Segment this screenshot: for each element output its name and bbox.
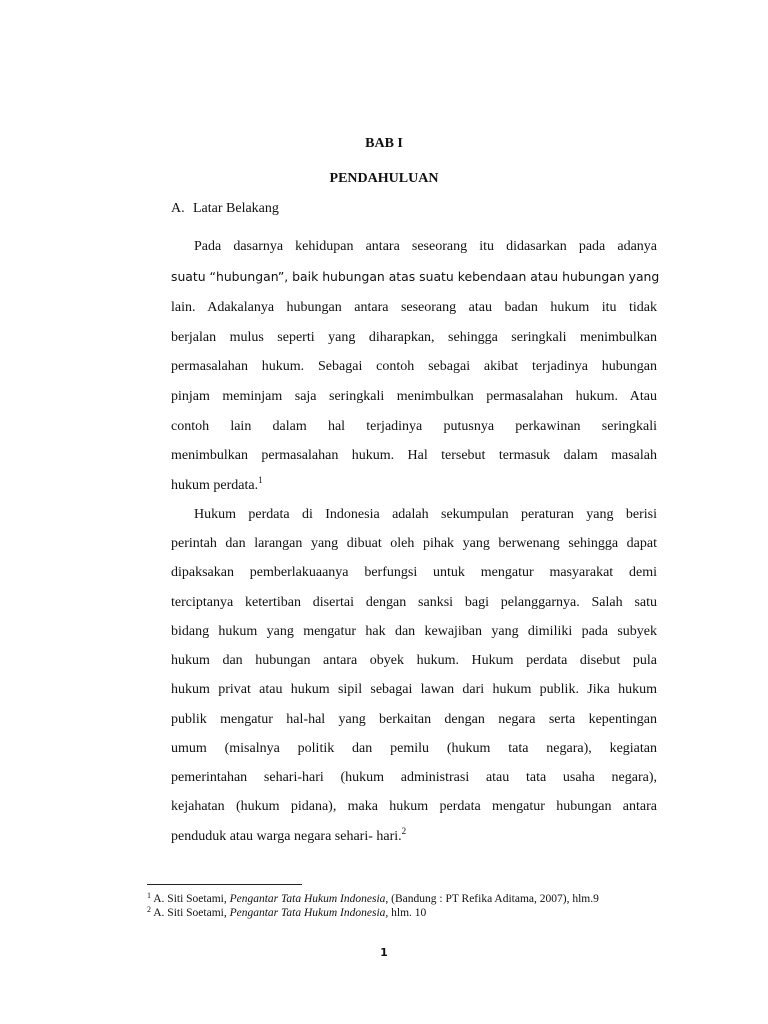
paragraph-line: suatu “hubungan”, baik hubungan atas suatu kebendaan atau hubungan yang — [171, 269, 660, 284]
paragraph-line — [171, 477, 657, 495]
page-number: 1 — [380, 946, 388, 959]
paragraph-line-text: hukum perdata. — [171, 478, 259, 493]
footnote — [147, 907, 426, 919]
chapter-title: PENDAHULUAN — [329, 171, 439, 186]
paragraph-line: berjalan mulus seperti yang diharapkan, sehingga seringkali menimbulkan — [171, 330, 657, 345]
paragraph-line-text: penduduk atau warga negara sehari- hari. — [171, 829, 402, 844]
chapter-heading: BAB I — [365, 136, 403, 151]
footnote-work: Pengantar Tata Hukum Indonesia, — [229, 907, 389, 919]
section-letter: A. — [171, 201, 185, 216]
paragraph-line: contoh lain dalam hal terjadinya putusnya perkawinan seringkali — [171, 419, 657, 434]
footnote-work: Pengantar Tata Hukum Indonesia, — [229, 893, 389, 905]
paragraph-line: terciptanya ketertiban disertai dengan sanksi bagi pelanggarnya. Salah satu — [171, 595, 657, 610]
footnote-rest: (Bandung : PT Refika Aditama, 2007), hlm.9 — [391, 893, 599, 905]
footnote-ref: 2 — [401, 826, 407, 836]
footnote-divider — [147, 884, 302, 885]
paragraph-line: perintah dan larangan yang dibuat oleh pihak yang berwenang sehingga dapat — [171, 536, 657, 551]
paragraph-line: dipaksakan pemberlakuaanya berfungsi untuk mengatur masyarakat demi — [171, 565, 657, 580]
paragraph-line: menimbulkan permasalahan hukum. Hal tersebut termasuk dalam masalah — [171, 448, 657, 463]
paragraph-line — [171, 828, 657, 846]
footnote — [147, 893, 599, 905]
paragraph-line: pinjam meminjam saja seringkali menimbulkan permasalahan hukum. Atau — [171, 389, 657, 404]
paragraph-line: kejahatan (hukum pidana), maka hukum perdata mengatur hubungan antara — [171, 799, 657, 814]
footnote-number: 2 — [147, 905, 151, 914]
paragraph-line: Hukum perdata di Indonesia adalah sekumpulan peraturan yang berisi — [194, 507, 657, 522]
paragraph-line: lain. Adakalanya hubungan antara seseorang atau badan hukum itu tidak — [171, 300, 657, 315]
footnote-author: A. Siti Soetami, — [153, 907, 227, 919]
footnote-author: A. Siti Soetami, — [153, 893, 227, 905]
section-title: Latar Belakang — [193, 201, 279, 216]
paragraph-line: permasalahan hukum. Sebagai contoh sebagai akibat terjadinya hubungan — [171, 359, 657, 374]
paragraph-line: Pada dasarnya kehidupan antara seseorang itu didasarkan pada adanya — [194, 239, 657, 254]
footnote-ref: 1 — [258, 475, 263, 485]
footnote-number: 1 — [147, 891, 151, 900]
paragraph-line: publik mengatur hal-hal yang berkaitan dengan negara serta kepentingan — [171, 712, 657, 727]
paragraph-line: hukum dan hubungan antara obyek hukum. Hukum perdata disebut pula — [171, 653, 657, 668]
paragraph-line: pemerintahan sehari-hari (hukum administrasi atau tata usaha negara), — [171, 770, 657, 785]
paragraph-line: hukum privat atau hukum sipil sebagai lawan dari hukum publik. Jika hukum — [171, 682, 657, 697]
footnote-rest: hlm. 10 — [391, 907, 427, 919]
paragraph-line: bidang hukum yang mengatur hak dan kewajiban yang dimiliki pada subyek — [171, 624, 657, 639]
section-heading — [171, 201, 279, 217]
paragraph-line: umum (misalnya politik dan pemilu (hukum tata negara), kegiatan — [171, 741, 657, 756]
